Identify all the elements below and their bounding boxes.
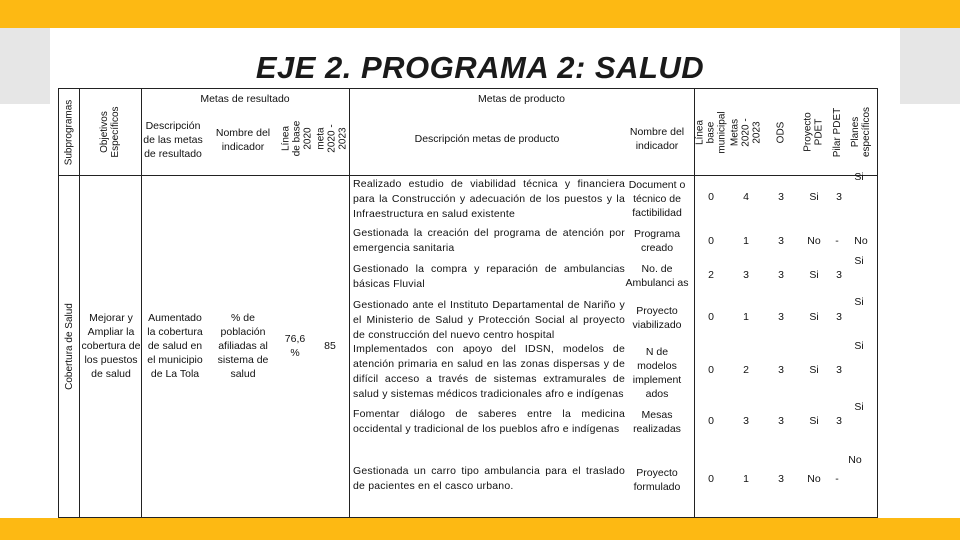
row-4-meta: 2 [743,364,749,376]
row-0-planes: Si [854,171,864,183]
page-title: EJE 2. PROGRAMA 2: SALUD [255,50,705,85]
row-2-meta: 3 [743,269,749,281]
row-1-pilar: - [835,235,839,247]
row-2-descripcion: Gestionado la compra y reparación de ambulancias básicas Fluvial [353,263,625,290]
row-5-ods: 3 [778,415,784,427]
row-5-indicador: Mesas realizadas [633,409,681,435]
header-linea-base: Línea de base 2020 [280,120,314,156]
meta-resultado-meta: 85 [324,340,336,352]
row-3-planes: Si [854,296,864,308]
row-3-pilar: 3 [836,311,842,323]
row-6-pilar: - [835,473,839,485]
header-objetivos: Objetivos Específicos [99,106,121,158]
program-table [58,88,878,518]
header-ods: ODS [775,121,787,143]
row-6-ods: 3 [778,473,784,485]
meta-resultado-descripcion: Aumentado la cobertura de salud en el municipio de La Tola [147,312,203,380]
header-descripcion-metas-producto: Descripción metas de producto [414,133,560,145]
row-5-pilar: 3 [836,415,842,427]
header-nombre-indicador-producto: Nombre del indicador [629,126,685,152]
row-5-linea-base: 0 [708,415,714,427]
row-3-meta: 1 [743,311,749,323]
row-3-linea-base: 0 [708,311,714,323]
row-1-descripcion: Gestionada la creación del programa de atención por emergencia sanitaria [353,227,625,254]
row-6-planes: No [848,454,862,466]
meta-resultado-indicador: % de población afiliadas al sistema de salud [217,312,269,380]
row-4-planes: Si [854,340,864,352]
objetivo-cell: Mejorar y Ampliar la cobertura de los puestos de salud [81,312,141,380]
meta-resultado-linea-base: 76,6 % [284,333,306,359]
subprograma-cell: Cobertura de Salud [63,302,75,390]
row-0-meta: 4 [743,191,749,203]
row-6-pdet: No [807,473,821,485]
row-1-pdet: No [807,235,821,247]
row-0-descripcion: Realizado estudio de viabilidad técnica y financiera para la Construcción y adecuación de los puestos y la Infraestructura en salud existente [353,178,625,220]
row-0-pdet: Si [809,191,819,203]
row-3-indicador: Proyecto viabilizado [632,305,682,331]
row-6-meta: 1 [743,473,749,485]
row-1-ods: 3 [778,235,784,247]
top-accent-band [0,0,960,28]
row-5-planes: Si [854,401,864,413]
header-planes-especificos: Planes específicos [850,106,873,158]
row-4-pdet: Si [809,364,819,376]
row-0-indicador: Document o técnico de factibilidad [628,179,686,219]
row-6-descripcion: Gestionada un carro tipo ambulancia para el traslado de pacientes en el casco urbano. [353,465,625,492]
grid-line [141,89,142,517]
row-3-descripcion: Gestionado ante el Instituto Departamental de Nariño y el Ministerio de Salud y Protección Social al proyecto de construcción del nuevo centro hospital [353,299,625,341]
row-2-pdet: Si [809,269,819,281]
row-4-pilar: 3 [836,364,842,376]
header-linea-base-municipal: Línea base municipal [694,110,728,154]
header-proyecto-pdet: Proyecto PDET [803,112,825,152]
grid-line [349,89,350,517]
row-4-descripcion: Implementados con apoyo del IDSN, modelos de atención primaria en salud en las zonas dispersas y de difícil acceso a través de sistemas extramurales de salud y sistemas médicos tradicionales afro e indígenas [353,343,625,400]
row-2-planes: Si [854,255,864,267]
row-6-indicador: Proyecto formulado [633,467,681,493]
row-1-planes: No [854,235,868,247]
row-4-ods: 3 [778,364,784,376]
row-2-linea-base: 2 [708,269,714,281]
header-descripcion-metas-resultado: Descripción de las metas de resultado [143,120,203,160]
header-pilar-pdet: Pilar PDET [832,107,844,157]
bottom-accent-band [0,518,960,540]
row-2-ods: 3 [778,269,784,281]
row-6-linea-base: 0 [708,473,714,485]
row-0-pilar: 3 [836,191,842,203]
header-metas-resultado: Metas de resultado [200,93,290,105]
row-1-indicador: Programa creado [633,228,681,254]
row-3-pdet: Si [809,311,819,323]
row-0-linea-base: 0 [708,191,714,203]
header-meta: meta 2020 - 2023 [315,123,349,153]
row-2-indicador: No. de Ambulanci as [625,263,689,289]
row-1-meta: 1 [743,235,749,247]
row-5-descripcion: Fomentar diálogo de saberes entre la medicina occidental y tradicional de los pueblos afro e indígenas [353,408,625,435]
header-metas-producto: Metas de producto [478,93,565,105]
row-0-ods: 3 [778,191,784,203]
row-4-linea-base: 0 [708,364,714,376]
row-3-ods: 3 [778,311,784,323]
header-nombre-indicador: Nombre del indicador [215,127,271,153]
row-1-linea-base: 0 [708,235,714,247]
header-metas-producto-periodo: Metas 2020 - 2023 [729,117,763,147]
row-4-indicador: N de modelos implement ados [632,346,682,400]
row-2-pilar: 3 [836,269,842,281]
row-5-meta: 3 [743,415,749,427]
header-subprogramas: Subprogramas [63,99,75,165]
row-5-pdet: Si [809,415,819,427]
